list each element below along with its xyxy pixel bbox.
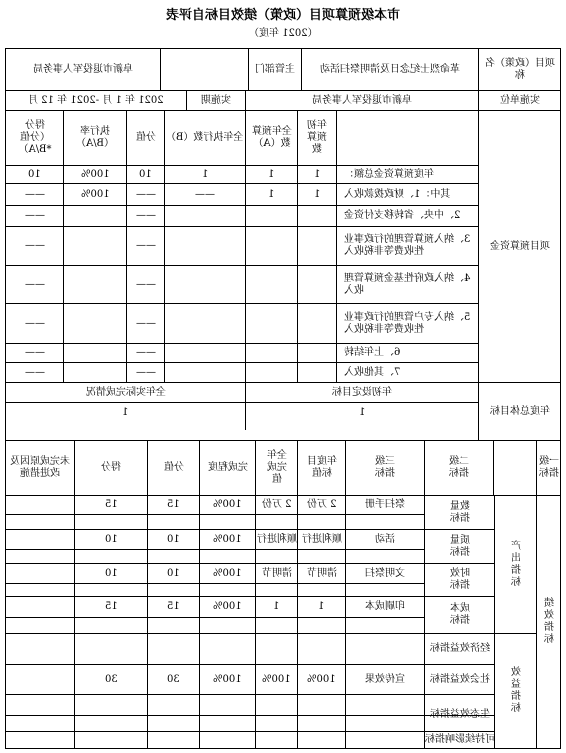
fund-row-6-rate <box>64 344 126 362</box>
fund-row-2-initial <box>298 206 336 226</box>
indicator-row-0-rate: 100% <box>213 499 242 510</box>
fund-row-5-points: —— <box>24 317 45 329</box>
l2-time: 时效指标 <box>449 568 470 591</box>
fund-row-1-initial: 1 <box>313 188 321 200</box>
dept-value: 阜新市退役军人事务局 <box>33 63 133 75</box>
fund-row-4-score: —— <box>135 278 156 290</box>
indicator-row-3-actual: 1 <box>273 601 280 612</box>
indicator-row-4-rate: 100% <box>213 673 242 685</box>
col-rate: 执行率（B/A） <box>76 126 114 149</box>
goals-planned-label: 年初设定目标 <box>332 386 392 398</box>
fund-row-7-score: —— <box>135 366 156 378</box>
fund-row-1-exec: —— <box>195 188 215 200</box>
col-actual: 全年完成值 <box>266 450 287 485</box>
indicator-row-1-score: 10 <box>167 533 180 545</box>
indicator-row-2-actual: 清明节 <box>261 567 292 579</box>
fund-row-1-points: —— <box>24 188 45 200</box>
l1-output: 产出指标 <box>510 540 521 588</box>
fund-row-1-rate: 100% <box>80 188 110 200</box>
year-label: （2021 年度） <box>248 28 318 39</box>
col-initial: 年初预算数 <box>307 120 327 155</box>
funds-section-label: 项目预算资金 <box>490 240 550 252</box>
fund-row-7-exec <box>165 363 245 382</box>
fund-row-6-annual <box>246 344 297 362</box>
indicator-row-2-l3: 文明祭扫 <box>365 567 405 579</box>
l1-perf: 绩效指标 <box>544 598 554 645</box>
fund-row-5-initial <box>298 304 336 343</box>
l2-eco: 生态效益指标 <box>429 709 490 720</box>
fund-row-6-label: 6、上年结转 <box>344 347 401 358</box>
indicator-row-0-actual: 2 万份 <box>261 499 292 510</box>
l2-cost: 成本指标 <box>449 603 470 626</box>
col-target: 年度目标值 <box>306 456 337 479</box>
col-annual: 全年预算数（A） <box>251 126 292 149</box>
indicator-row-3-points: 15 <box>104 601 118 612</box>
fund-row-6-score: —— <box>135 347 156 358</box>
fund-row-7-label: 7、其他收入 <box>344 366 401 378</box>
fund-row-6-points: —— <box>24 347 45 358</box>
fund-row-0-initial: 1 <box>313 168 321 180</box>
col-rate-ind: 完成程度 <box>207 462 248 473</box>
dept-label: 主管部门 <box>255 63 295 75</box>
indicator-row-1-l3: 活动 <box>375 533 395 545</box>
period-value: 2021 年 1 月 -2021 年 12 月 <box>28 94 164 106</box>
l2-quantity: 数量指标 <box>449 500 470 524</box>
l2-quality: 质量指标 <box>449 534 470 558</box>
fund-row-6-initial <box>298 344 336 362</box>
fund-row-1-label: 其中：1、财政拨款收入 <box>344 188 451 200</box>
goals-section-label: 年度总体目标 <box>490 405 550 417</box>
indicator-row-2-rate: 100% <box>213 567 242 579</box>
fund-row-4-initial <box>298 266 336 303</box>
fund-row-4-annual <box>246 266 297 303</box>
l1-benefit: 效益指标 <box>510 667 521 714</box>
fund-row-2-score: —— <box>135 210 156 221</box>
fund-row-4-label: 4、纳入政府性基金预算管理收入 <box>344 272 471 296</box>
indicator-row-2-score: 10 <box>167 567 180 579</box>
fund-row-2-rate <box>64 206 126 226</box>
col-reason: 未完成原因及改进措施 <box>10 456 70 479</box>
indicator-row-1-target: 顺利进行 <box>301 533 342 545</box>
fund-row-7-initial <box>298 363 336 382</box>
fund-row-0-points: 10 <box>28 168 41 180</box>
fund-row-7-rate <box>64 363 126 382</box>
indicator-row-1-points: 10 <box>104 533 118 545</box>
fund-row-4-points: —— <box>24 278 45 290</box>
l2-economic: 经济效益指标 <box>429 643 490 654</box>
col-score: 分值 <box>135 132 156 143</box>
fund-row-4-exec <box>165 266 245 303</box>
fund-row-7-annual <box>246 363 297 382</box>
indicator-row-4-target: 100% <box>307 673 336 685</box>
period-label: 实施期 <box>201 94 231 106</box>
indicator-row-2-points: 10 <box>104 567 118 579</box>
col-points-ind: 得分 <box>101 462 121 473</box>
fund-row-5-score: —— <box>135 317 156 329</box>
indicator-row-3-target: 1 <box>318 601 325 612</box>
fund-row-0-score: 10 <box>139 168 152 180</box>
indicator-row-0-l3: 祭扫手册 <box>365 499 405 510</box>
page-title: 市本级预算项目（政策）绩效目标自评表 <box>165 8 400 23</box>
col-points: 得分（分值*B/A） <box>18 120 51 155</box>
fund-row-2-label: 2、中央、省转移支付资金 <box>344 210 461 221</box>
col-exec: 全年执行数（B） <box>166 132 244 143</box>
fund-row-3-annual <box>246 227 297 265</box>
project-name-label: 项目（政策）名称 <box>485 57 555 81</box>
fund-row-0-annual: 1 <box>268 168 275 180</box>
indicator-row-4-score: 30 <box>167 673 180 685</box>
indicator-row-4-l3: 宣传效果 <box>365 673 405 685</box>
fund-row-3-rate <box>64 227 126 265</box>
fund-row-7-points: —— <box>24 366 45 378</box>
indicator-row-4-points: 30 <box>104 673 118 685</box>
fund-row-2-exec <box>165 206 245 226</box>
fund-row-3-label: 3、纳入预算管理的行政事业性收费等非税收入 <box>344 234 471 257</box>
fund-row-1-annual: 1 <box>268 188 275 200</box>
indicator-row-1-rate: 100% <box>213 533 242 545</box>
fund-row-1-score: —— <box>135 188 156 200</box>
indicator-row-1-actual: 顺利进行 <box>256 533 297 545</box>
fund-row-0-label: 年度预算资金总额： <box>344 168 434 180</box>
fund-row-5-annual <box>246 304 297 343</box>
indicator-row-0-target: 2 万份 <box>306 499 337 510</box>
indicator-row-0-points: 15 <box>104 499 118 510</box>
fund-row-3-exec <box>165 227 245 265</box>
impl-unit-label: 实施单位 <box>500 94 540 106</box>
fund-row-3-points: —— <box>24 240 45 251</box>
goals-actual: 1 <box>122 407 129 418</box>
fund-row-2-points: —— <box>24 210 45 221</box>
fund-row-5-rate <box>64 304 126 343</box>
l2-social: 社会效益指标 <box>429 673 490 685</box>
goals-planned: 1 <box>358 407 366 418</box>
fund-row-4-rate <box>64 266 126 303</box>
fund-row-0-rate: 100% <box>80 168 110 180</box>
fund-row-6-exec <box>165 344 245 362</box>
goals-actual-label: 全年实际完成情况 <box>85 386 166 398</box>
col-l2: 二级指标 <box>449 456 469 479</box>
fund-row-3-score: —— <box>135 240 156 251</box>
indicator-row-0-score: 15 <box>167 499 180 510</box>
fund-row-3-initial <box>298 227 336 265</box>
fund-row-5-label: 5、纳入专户管理的行政事业性收费等非税收入 <box>344 311 471 335</box>
col-l1: 一级指标 <box>539 456 559 479</box>
indicator-row-4-actual: 100% <box>262 673 291 685</box>
impl-unit: 阜新市退役军人事务局 <box>312 94 412 106</box>
fund-row-2-annual <box>246 206 297 226</box>
indicator-row-3-l3: 印刷成本 <box>365 601 405 612</box>
col-score-ind: 分值 <box>163 462 184 473</box>
col-l3: 三级指标 <box>375 456 395 479</box>
indicator-row-3-score: 15 <box>167 601 180 612</box>
l2-sustain: 可持续影响指标 <box>425 734 494 745</box>
fund-row-0-exec: 1 <box>201 168 209 180</box>
indicator-row-3-rate: 100% <box>213 601 242 612</box>
indicator-row-2-target: 清明节 <box>306 567 337 579</box>
project-name: 革命烈士纪念日及清明祭扫活动 <box>320 63 460 75</box>
fund-row-5-exec <box>165 304 245 343</box>
